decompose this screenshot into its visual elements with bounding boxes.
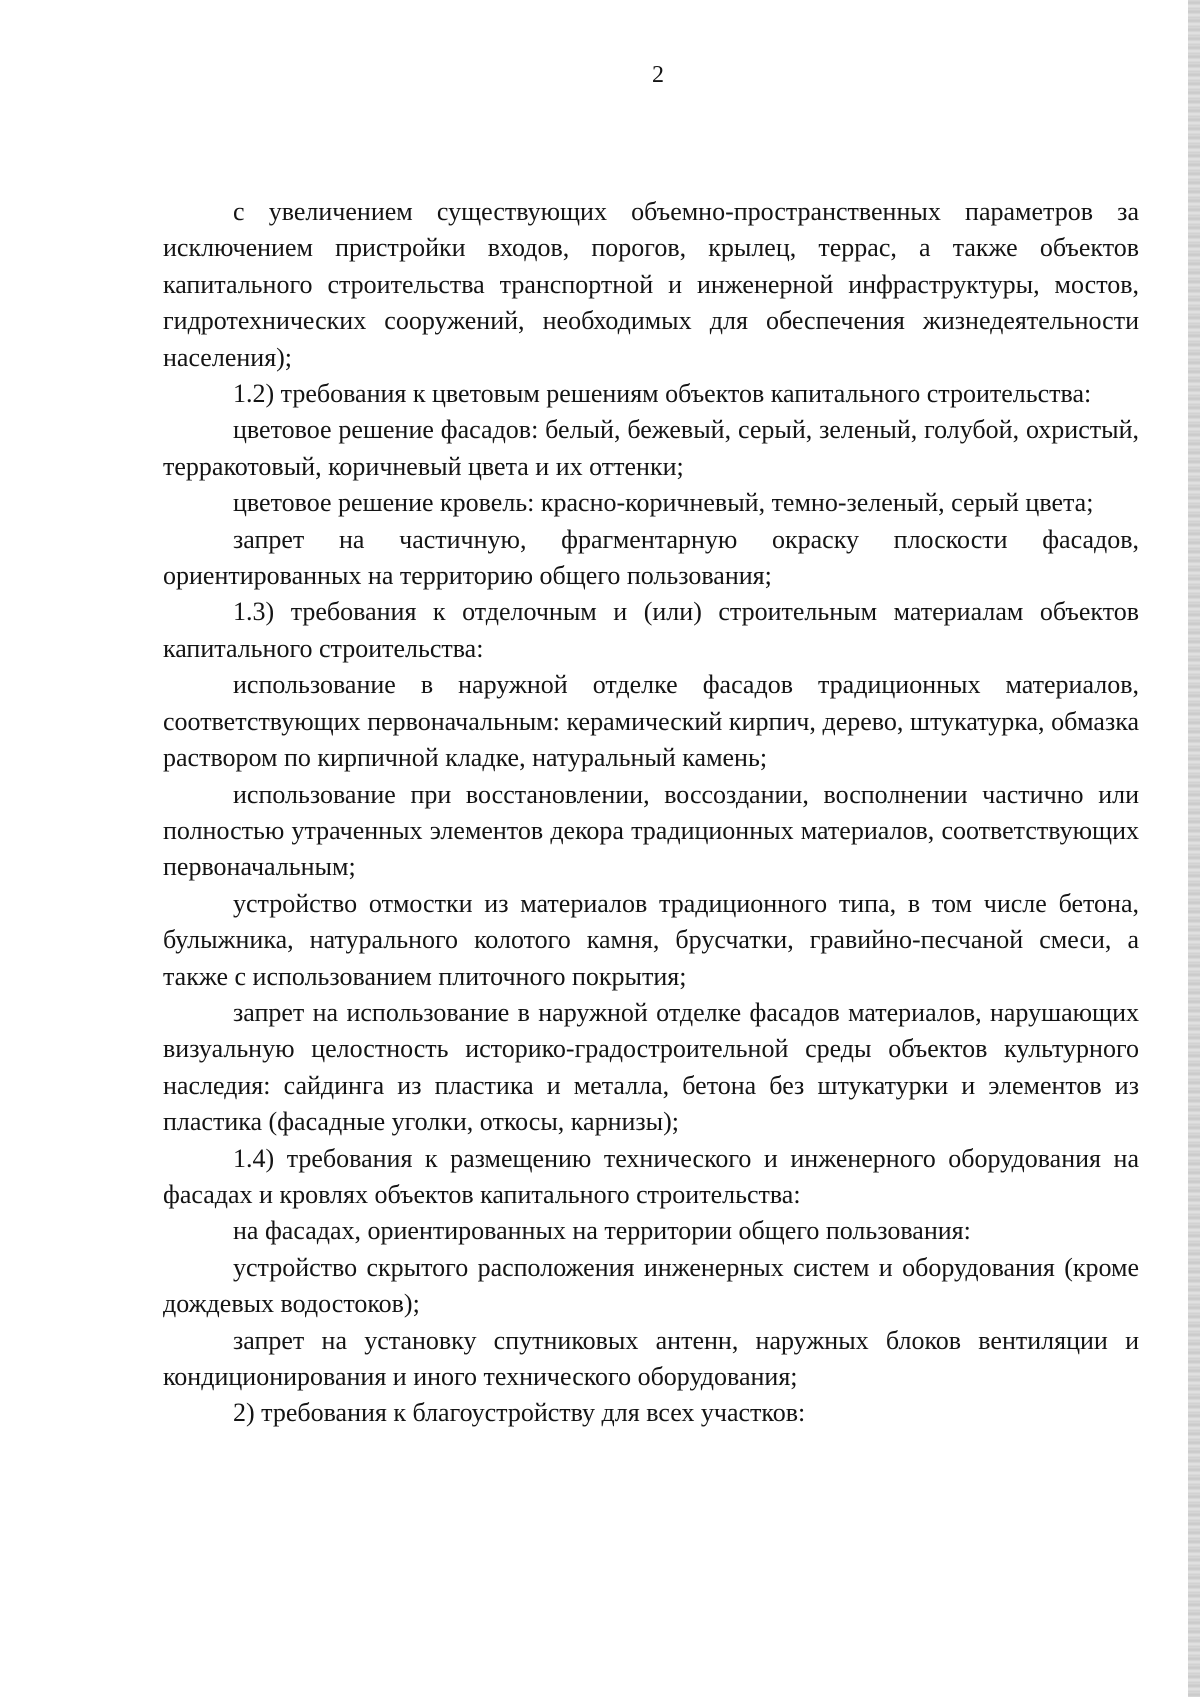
paragraph: устройство отмостки из материалов традиционного типа, в том числе бетона, булыжника, натурального колотого камня, брусчатки, гравийно-песчаной смеси, а также с использованием плиточного покрытия; [163, 888, 1139, 991]
paragraph: 1.3) требования к отделочным и (или) строительным материалам объектов капитального строительства: [163, 597, 1139, 663]
document-body [163, 194, 1139, 1432]
paragraph: запрет на частичную, фрагментарную окраску плоскости фасадов, ориентированных на территорию общего пользования; [163, 524, 1139, 591]
paragraph: 1.4) требования к размещению технического и инженерного оборудования на фасадах и кровлях объектов капитального строительства: [163, 1143, 1139, 1209]
paragraph: запрет на установку спутниковых антенн, наружных блоков вентиляции и кондиционирования и иного технического оборудования; [163, 1325, 1139, 1391]
page-number: 2 [652, 62, 664, 88]
paragraph: цветовое решение кровель: красно-коричневый, темно-зеленый, серый цвета; [233, 488, 1094, 518]
scan-edge [1188, 0, 1200, 1697]
paragraph: использование при восстановлении, воссоздании, восполнении частично или полностью утраченных элементов декора традиционных материалов, соответствующих первоначальным; [163, 779, 1139, 882]
paragraph: устройство скрытого расположения инженерных систем и оборудования (кроме дождевых водостоков); [163, 1252, 1139, 1319]
paragraph: 2) требования к благоустройству для всех участков: [233, 1398, 806, 1428]
paragraph: использование в наружной отделке фасадов традиционных материалов, соответствующих первоначальным: керамический кирпич, дерево, штукатурка, обмазка раствором по кирпичной кладке, натуральный камень; [163, 670, 1139, 773]
paragraph: цветовое решение фасадов: белый, бежевый, серый, зеленый, голубой, охристый, терракотовый, коричневый цвета и их оттенки; [163, 415, 1139, 481]
paragraph: запрет на использование в наружной отделке фасадов материалов, нарушающих визуальную целостность историко-градостроительной среды объектов культурного наследия: сайдинга из пластика и металла, бетона без штукатурки и элементов из пластика (фасадные уголки, откосы, карнизы); [163, 997, 1139, 1137]
paragraph: 1.2) требования к цветовым решениям объектов капитального строительства: [233, 379, 1092, 409]
paragraph: с увеличением существующих объемно-пространственных параметров за исключением пристройки входов, порогов, крылец, террас, а также объектов капитального строительства транспортной и инженерной инфраструктуры, мостов, гидротехнических сооружений, необходимых для обеспечения жизнедеятельности населения); [163, 197, 1139, 372]
paragraph: на фасадах, ориентированных на территории общего пользования: [233, 1216, 971, 1246]
